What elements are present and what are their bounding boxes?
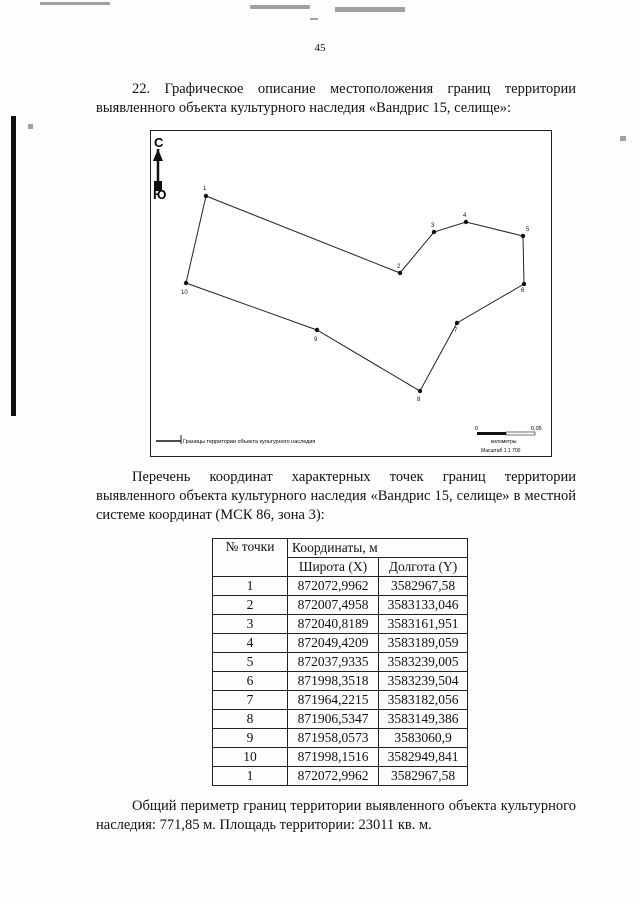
cell-lat: 871964,2215: [288, 691, 379, 710]
scale-bar-white: [506, 432, 535, 435]
table-row: [213, 615, 468, 634]
cell-lat: 871906,5347: [288, 710, 379, 729]
boundary-map: [150, 130, 552, 457]
column-header-coords: Координаты, м: [288, 539, 468, 558]
table-row: [213, 596, 468, 615]
scan-noise: [40, 2, 110, 5]
cell-lon: 3583239,504: [379, 672, 468, 691]
boundary-point: [464, 220, 468, 224]
cell-point: 5: [213, 653, 288, 672]
scan-noise: [310, 18, 318, 20]
cell-lon: 3583060,9: [379, 729, 468, 748]
cell-point: 4: [213, 634, 288, 653]
cell-lat: 871998,3518: [288, 672, 379, 691]
cell-lon: 3583182,056: [379, 691, 468, 710]
point-label: 5: [526, 227, 530, 233]
cell-lat: 872049,4209: [288, 634, 379, 653]
cell-lat: 872007,4958: [288, 596, 379, 615]
scan-noise: [620, 136, 626, 141]
point-label: 9: [314, 337, 318, 343]
cell-lon: 3582967,58: [379, 577, 468, 596]
table-row: [213, 767, 468, 786]
summary-paragraph: Общий периметр границ территории выявленного объекта культурного наследия: 771,85 м. Площадь территории: 23011 кв. м.: [96, 798, 576, 833]
cell-lon: 3583161,951: [379, 615, 468, 634]
table-row: [213, 748, 468, 767]
north-label: С: [154, 135, 164, 150]
cell-point: 9: [213, 729, 288, 748]
column-header-lat: Широта (X): [288, 558, 379, 577]
table-row: [213, 672, 468, 691]
page-number: 45: [314, 42, 326, 54]
column-header-lon: Долгота (Y): [379, 558, 468, 577]
scale-caption: Масштаб 1:1 700: [481, 448, 521, 454]
boundary-point: [432, 230, 436, 234]
table-row: [213, 577, 468, 596]
point-label: 10: [181, 290, 188, 296]
scale-bar-black: [477, 432, 506, 435]
boundary-point: [204, 194, 208, 198]
table-row: [213, 634, 468, 653]
cell-point: 6: [213, 672, 288, 691]
point-label: 3: [431, 223, 435, 229]
table-row: [213, 729, 468, 748]
point-label: 8: [417, 397, 421, 403]
cell-lat: 871958,0573: [288, 729, 379, 748]
cell-point: 2: [213, 596, 288, 615]
cell-point: 1: [213, 767, 288, 786]
cell-lat: 872037,9335: [288, 653, 379, 672]
cell-point: 1: [213, 577, 288, 596]
legend-text: Границы территории объекта культурного наследия: [183, 439, 316, 445]
point-label: 1: [203, 186, 207, 192]
cell-lon: 3583189,059: [379, 634, 468, 653]
boundary-point: [418, 389, 422, 393]
section-title: Графическое описание местоположения границ территории выявленного объекта культурного наследия «Вандрис 15, селище»:: [96, 81, 576, 116]
scan-noise: [335, 7, 405, 12]
boundary-point: [184, 281, 188, 285]
table-row: [213, 653, 468, 672]
scale-value: 0,05: [531, 426, 542, 432]
point-label: 2: [397, 264, 401, 270]
boundary-point: [521, 234, 525, 238]
point-label: 6: [521, 288, 525, 294]
cell-point: 3: [213, 615, 288, 634]
table-row: [213, 710, 468, 729]
boundary-point: [522, 282, 526, 286]
cell-lon: 3582949,841: [379, 748, 468, 767]
cell-lon: 3582967,58: [379, 767, 468, 786]
cell-point: 10: [213, 748, 288, 767]
north-arrow-icon: [153, 149, 163, 161]
boundary-point: [315, 328, 319, 332]
point-label: 4: [463, 213, 467, 219]
cell-lat: 871998,1516: [288, 748, 379, 767]
cell-lon: 3583149,386: [379, 710, 468, 729]
south-label: Ю: [153, 187, 167, 202]
cell-lon: 3583239,005: [379, 653, 468, 672]
table-row: [213, 691, 468, 710]
point-label: 7: [454, 328, 458, 334]
scale-units: километры: [491, 439, 517, 445]
scan-noise: [250, 5, 310, 9]
cell-lat: 872072,9962: [288, 767, 379, 786]
cell-lat: 872072,9962: [288, 577, 379, 596]
boundary-polygon: [186, 196, 524, 391]
scan-noise: [28, 124, 33, 129]
column-header-point: № точки: [213, 539, 288, 577]
cell-lat: 872040,8189: [288, 615, 379, 634]
cell-point: 8: [213, 710, 288, 729]
cell-lon: 3583133,046: [379, 596, 468, 615]
scan-margin-bar: [11, 116, 16, 416]
boundary-point: [455, 321, 459, 325]
section-number: 22.: [132, 81, 151, 97]
section-heading: [96, 80, 576, 118]
coordinates-intro: Перечень координат характерных точек границ территории выявленного объекта культурного наследия «Вандрис 15, селище» в местной системе координат (МСК 86, зона 3):: [96, 469, 576, 523]
coordinates-table: [212, 538, 468, 786]
table-header-row: [213, 539, 468, 558]
boundary-point: [398, 271, 402, 275]
cell-point: 7: [213, 691, 288, 710]
boundary-map-svg: [151, 131, 551, 456]
scale-zero: 0: [475, 426, 479, 432]
